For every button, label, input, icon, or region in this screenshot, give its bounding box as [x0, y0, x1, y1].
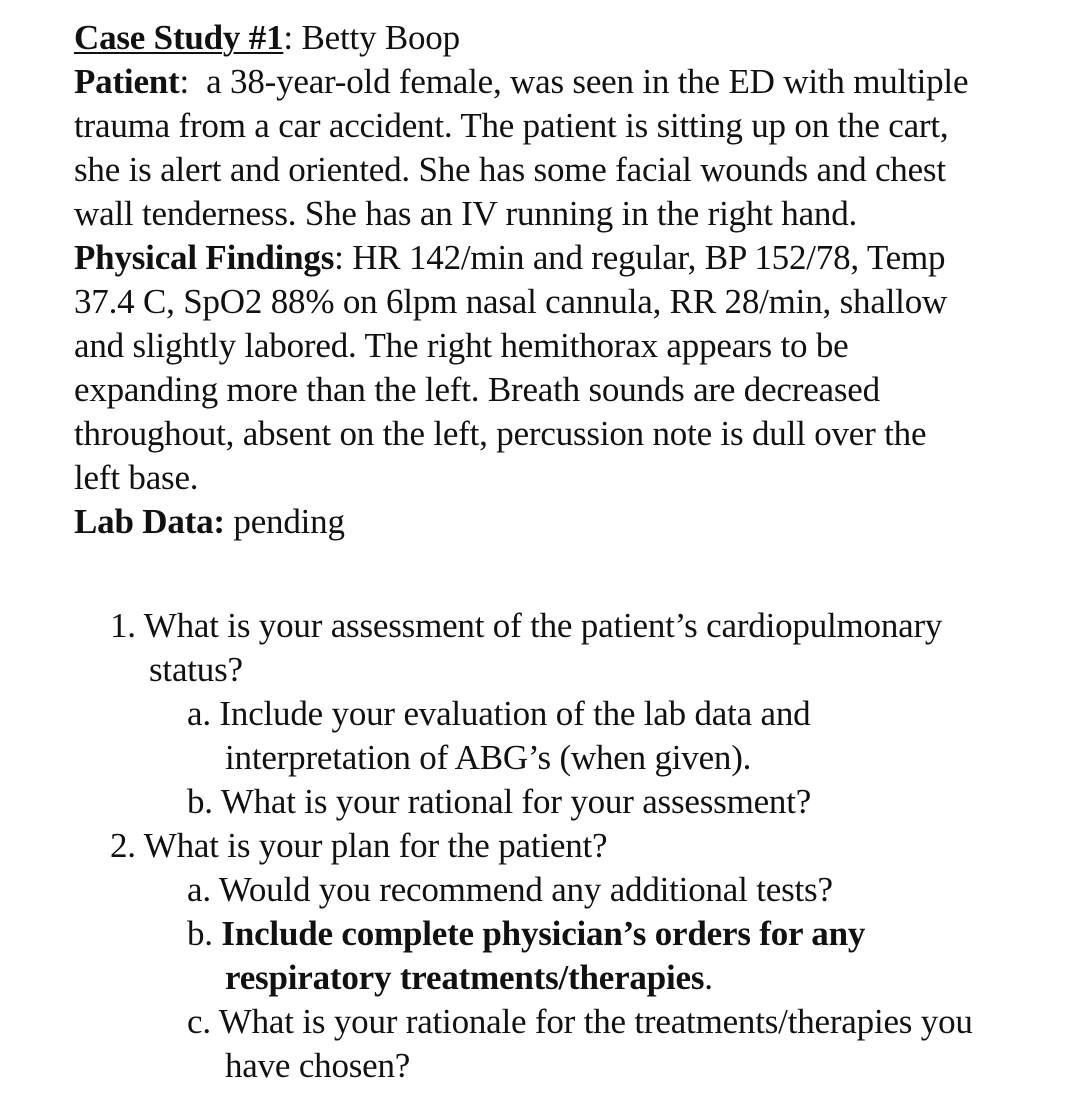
question-2b-bold-1: Include complete physician’s orders for any [221, 914, 866, 953]
question-2-line-1: 2. What is your plan for the patient? [110, 826, 608, 865]
question-2a: a. Would you recommend any additional tests? [187, 870, 833, 909]
patient-line-4: wall tenderness. She has an IV running in the right hand. [74, 194, 858, 233]
patient-line-2: trauma from a car accident. The patient is sitting up on the cart, [74, 106, 949, 145]
patient-label: Patient [74, 62, 180, 101]
physical-findings-line-1 [74, 236, 1064, 280]
question-2b-suffix: . [704, 958, 713, 997]
physical-findings-line-5: throughout, absent on the left, percussion note is dull over the [74, 414, 927, 453]
lab-data-line [74, 500, 1064, 544]
patient-separator: : [179, 62, 207, 101]
physical-findings-label: Physical Findings [74, 238, 335, 277]
lab-data-label: Lab Data: [74, 502, 225, 541]
case-study-title [74, 16, 1064, 60]
physical-findings-line-2: 37.4 C, SpO2 88% on 6lpm nasal cannula, RR 28/min, shallow [74, 282, 948, 321]
physical-findings-line-3: and slightly labored. The right hemithorax appears to be [74, 326, 849, 365]
question-1-line-2: status? [149, 650, 243, 689]
question-2b-line-1 [74, 912, 1064, 956]
section-spacer [74, 544, 1064, 604]
question-2b-line-2 [74, 956, 1064, 1000]
case-study-label: Case Study #1 [74, 18, 284, 57]
question-2c-line-1: c. What is your rationale for the treatments/therapies you [187, 1002, 973, 1041]
patient-name: Betty Boop [301, 18, 460, 57]
question-1b: b. What is your rational for your assessment? [187, 782, 812, 821]
lab-data-value: pending [224, 502, 345, 541]
question-1a-line-1: a. Include your evaluation of the lab data and [187, 694, 811, 733]
physical-findings-separator: : [334, 238, 353, 277]
question-2b-prefix: b. [187, 914, 222, 953]
patient-line-3: she is alert and oriented. She has some facial wounds and chest [74, 150, 946, 189]
physical-findings-line-6: left base. [74, 458, 199, 497]
question-2c-line-2: have chosen? [225, 1046, 411, 1085]
case-study-document [74, 16, 1064, 1088]
case-study-separator: : [283, 18, 302, 57]
patient-text: a 38-year-old female, was seen in the ED with multiple [206, 62, 969, 101]
physical-findings-line-4: expanding more than the left. Breath sounds are decreased [74, 370, 880, 409]
patient-line-1 [74, 60, 1064, 104]
question-1a-line-2: interpretation of ABG’s (when given). [225, 738, 752, 777]
question-1-line-1: 1. What is your assessment of the patient’s cardiopulmonary [110, 606, 943, 645]
question-2b-bold-2: respiratory treatments/therapies [225, 958, 705, 997]
physical-findings-text: HR 142/min and regular, BP 152/78, Temp [352, 238, 946, 277]
